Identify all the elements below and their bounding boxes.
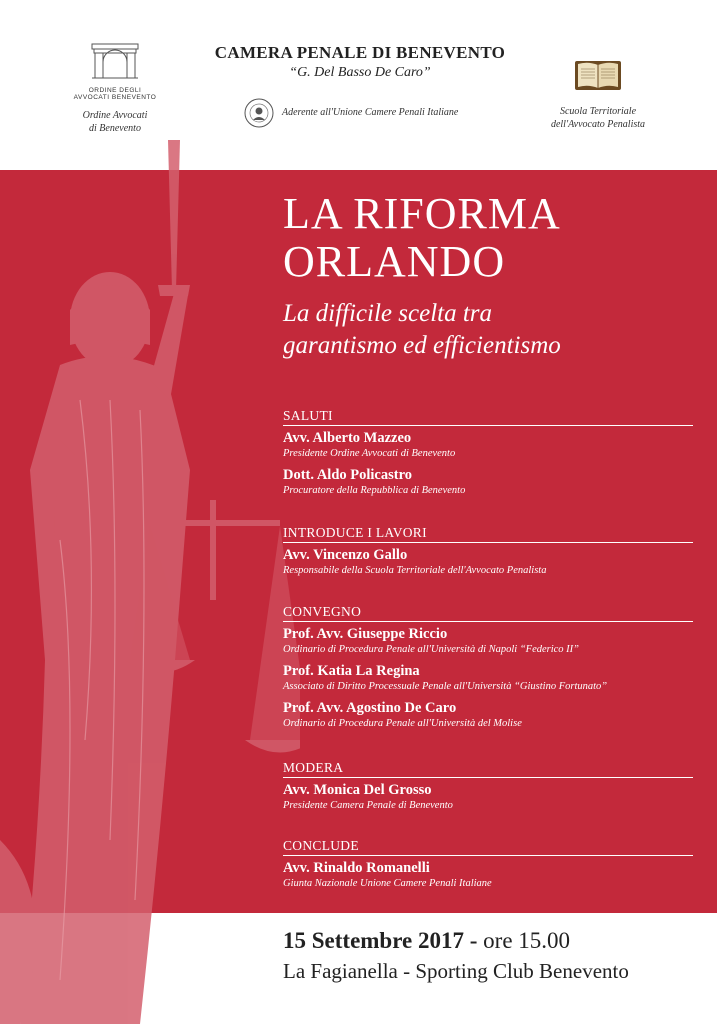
ordine-avvocati-logo: [70, 40, 160, 135]
scuola-name: [548, 105, 648, 131]
speaker-role: Presidente Ordine Avvocati di Benevento: [283, 448, 456, 459]
speaker-role: Ordinario di Procedura Penale all'Università del Molise: [283, 718, 522, 729]
section-convegno: [283, 604, 693, 736]
speaker-name: Prof. Avv. Giuseppe Riccio: [283, 626, 448, 642]
event-title: [283, 190, 561, 286]
ordine-name-line2: di Benevento: [89, 123, 141, 134]
section-saluti: [283, 408, 693, 503]
scuola-territoriale-logo: [548, 58, 648, 131]
event-venue: La Fagianella - Sporting Club Benevento: [283, 959, 629, 983]
open-book-icon: [574, 58, 622, 92]
event-time-separator: -: [469, 928, 478, 953]
speaker-role: Associato di Diritto Processuale Penale all'Università “Giustino Fortunato”: [283, 681, 608, 692]
organizer-affiliation: Aderente all'Unione Camere Penali Italiane: [282, 107, 459, 118]
section-heading: MODERA: [283, 760, 693, 778]
ordine-name: [70, 109, 160, 135]
speaker-name: Avv. Vincenzo Gallo: [283, 547, 408, 563]
lady-justice-icon: [0, 140, 300, 1024]
section-heading: CONCLUDE: [283, 838, 693, 856]
event-subtitle-line1: La difficile scelta tra: [283, 300, 493, 327]
organizer-subtitle: “G. Del Basso De Caro”: [289, 65, 431, 80]
event-title-line2: ORLANDO: [283, 237, 506, 286]
speaker-role: Ordinario di Procedura Penale all'Università di Napoli “Federico II”: [283, 644, 580, 655]
header-center: [175, 43, 545, 81]
speaker-role: Giunta Nazionale Unione Camere Penali Italiane: [283, 878, 492, 889]
section-heading: SALUTI: [283, 408, 693, 426]
organizer-title: CAMERA PENALE DI BENEVENTO: [214, 43, 506, 62]
ordine-name-line1: Ordine Avvocati: [82, 110, 148, 121]
speaker-role: Responsabile della Scuola Territoriale dell'Avvocato Penalista: [283, 565, 547, 576]
event-subtitle: [283, 298, 561, 362]
event-date: 15 Settembre 2017: [283, 928, 464, 953]
scuola-name-line1: Scuola Territoriale: [559, 106, 637, 117]
section-heading: INTRODUCE I LAVORI: [283, 525, 693, 543]
speaker-name: Avv. Alberto Mazzeo: [283, 430, 412, 446]
event-subtitle-line2: garantismo ed efficientismo: [283, 332, 561, 359]
speaker-name: Dott. Aldo Policastro: [283, 467, 413, 483]
section-conclude: [283, 838, 693, 896]
ordine-caption: ORDINE DEGLI AVVOCATI BENEVENTO: [73, 87, 157, 101]
arch-icon: [90, 40, 140, 80]
speaker-name: Prof. Avv. Agostino De Caro: [283, 700, 457, 716]
scuola-name-line2: dell'Avvocato Penalista: [550, 119, 646, 130]
speaker-role: Procuratore della Repubblica di Benevento: [283, 485, 466, 496]
event-title-line1: LA RIFORMA: [283, 189, 561, 238]
ucpi-seal-icon: [243, 97, 275, 129]
event-time: ore 15.00: [483, 928, 571, 953]
event-datetime: [283, 928, 570, 954]
speaker-name: Avv. Monica Del Grosso: [283, 782, 432, 798]
section-introduce: [283, 525, 693, 583]
section-heading: CONVEGNO: [283, 604, 693, 622]
section-modera: [283, 760, 693, 818]
speaker-name: Avv. Rinaldo Romanelli: [283, 860, 430, 876]
speaker-name: Prof. Katia La Regina: [283, 663, 420, 679]
speaker-role: Presidente Camera Penale di Benevento: [283, 800, 453, 811]
